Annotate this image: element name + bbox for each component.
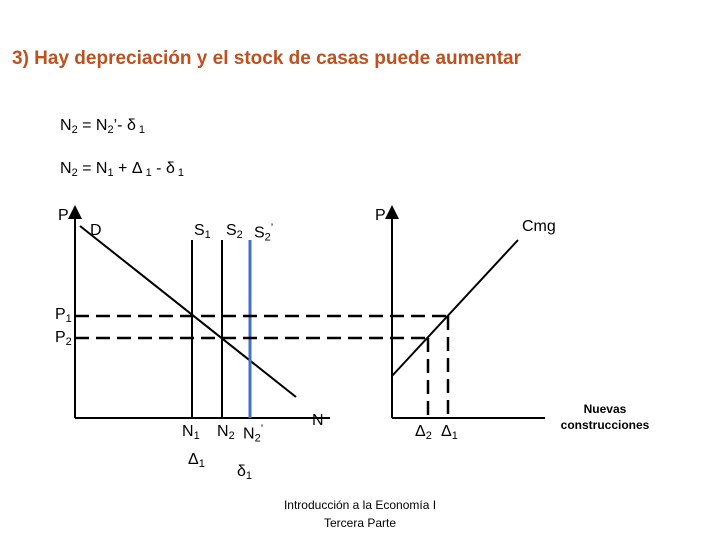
demand-curve	[80, 226, 296, 397]
cmg-curve	[392, 240, 518, 376]
cmg-label: Cmg	[522, 218, 556, 235]
s2-label: $S_2$	[226, 222, 243, 241]
equation-n2-depreciation: $N_2$ = $N_2’-$ δ $_1$	[60, 117, 146, 136]
right-axis-n-label: N	[312, 412, 324, 429]
footer-line-2: Tercera Parte	[323, 516, 397, 530]
slide-title: 3) Hay depreciación y el stock de casas puede aumentar	[12, 48, 522, 69]
footer	[260, 496, 460, 532]
n2-prime-label: $N_2^’$	[243, 423, 264, 445]
right-axis-p-label: P	[375, 207, 386, 224]
p2-label: $P_2$	[55, 329, 72, 348]
footer-line-1: Introducción a la Economía I	[283, 498, 437, 512]
p1-label: $P_1$	[55, 306, 72, 325]
nuevas-construcciones-label: Nuevas construcciones	[560, 402, 650, 432]
equation-n2-stock: $N_2 = N_1 + \Delta$ $_1$ - δ $_1$	[60, 160, 185, 179]
demand-label: D	[90, 222, 102, 239]
left-axis-p-label: P	[58, 207, 69, 224]
delta2-label: $\Delta_2$	[415, 423, 432, 442]
depreciation-label: $\delta_1$	[237, 463, 253, 482]
delta1-right-label: $\Delta_1$	[441, 423, 458, 442]
delta1-label: $\Delta_1$	[188, 451, 205, 470]
n2-label: $N_2$	[217, 423, 235, 442]
s2-prime-label: $S_2^’$	[254, 222, 274, 244]
n1-label: $N_1$	[182, 423, 200, 442]
s1-label: $S_1$	[194, 222, 211, 241]
